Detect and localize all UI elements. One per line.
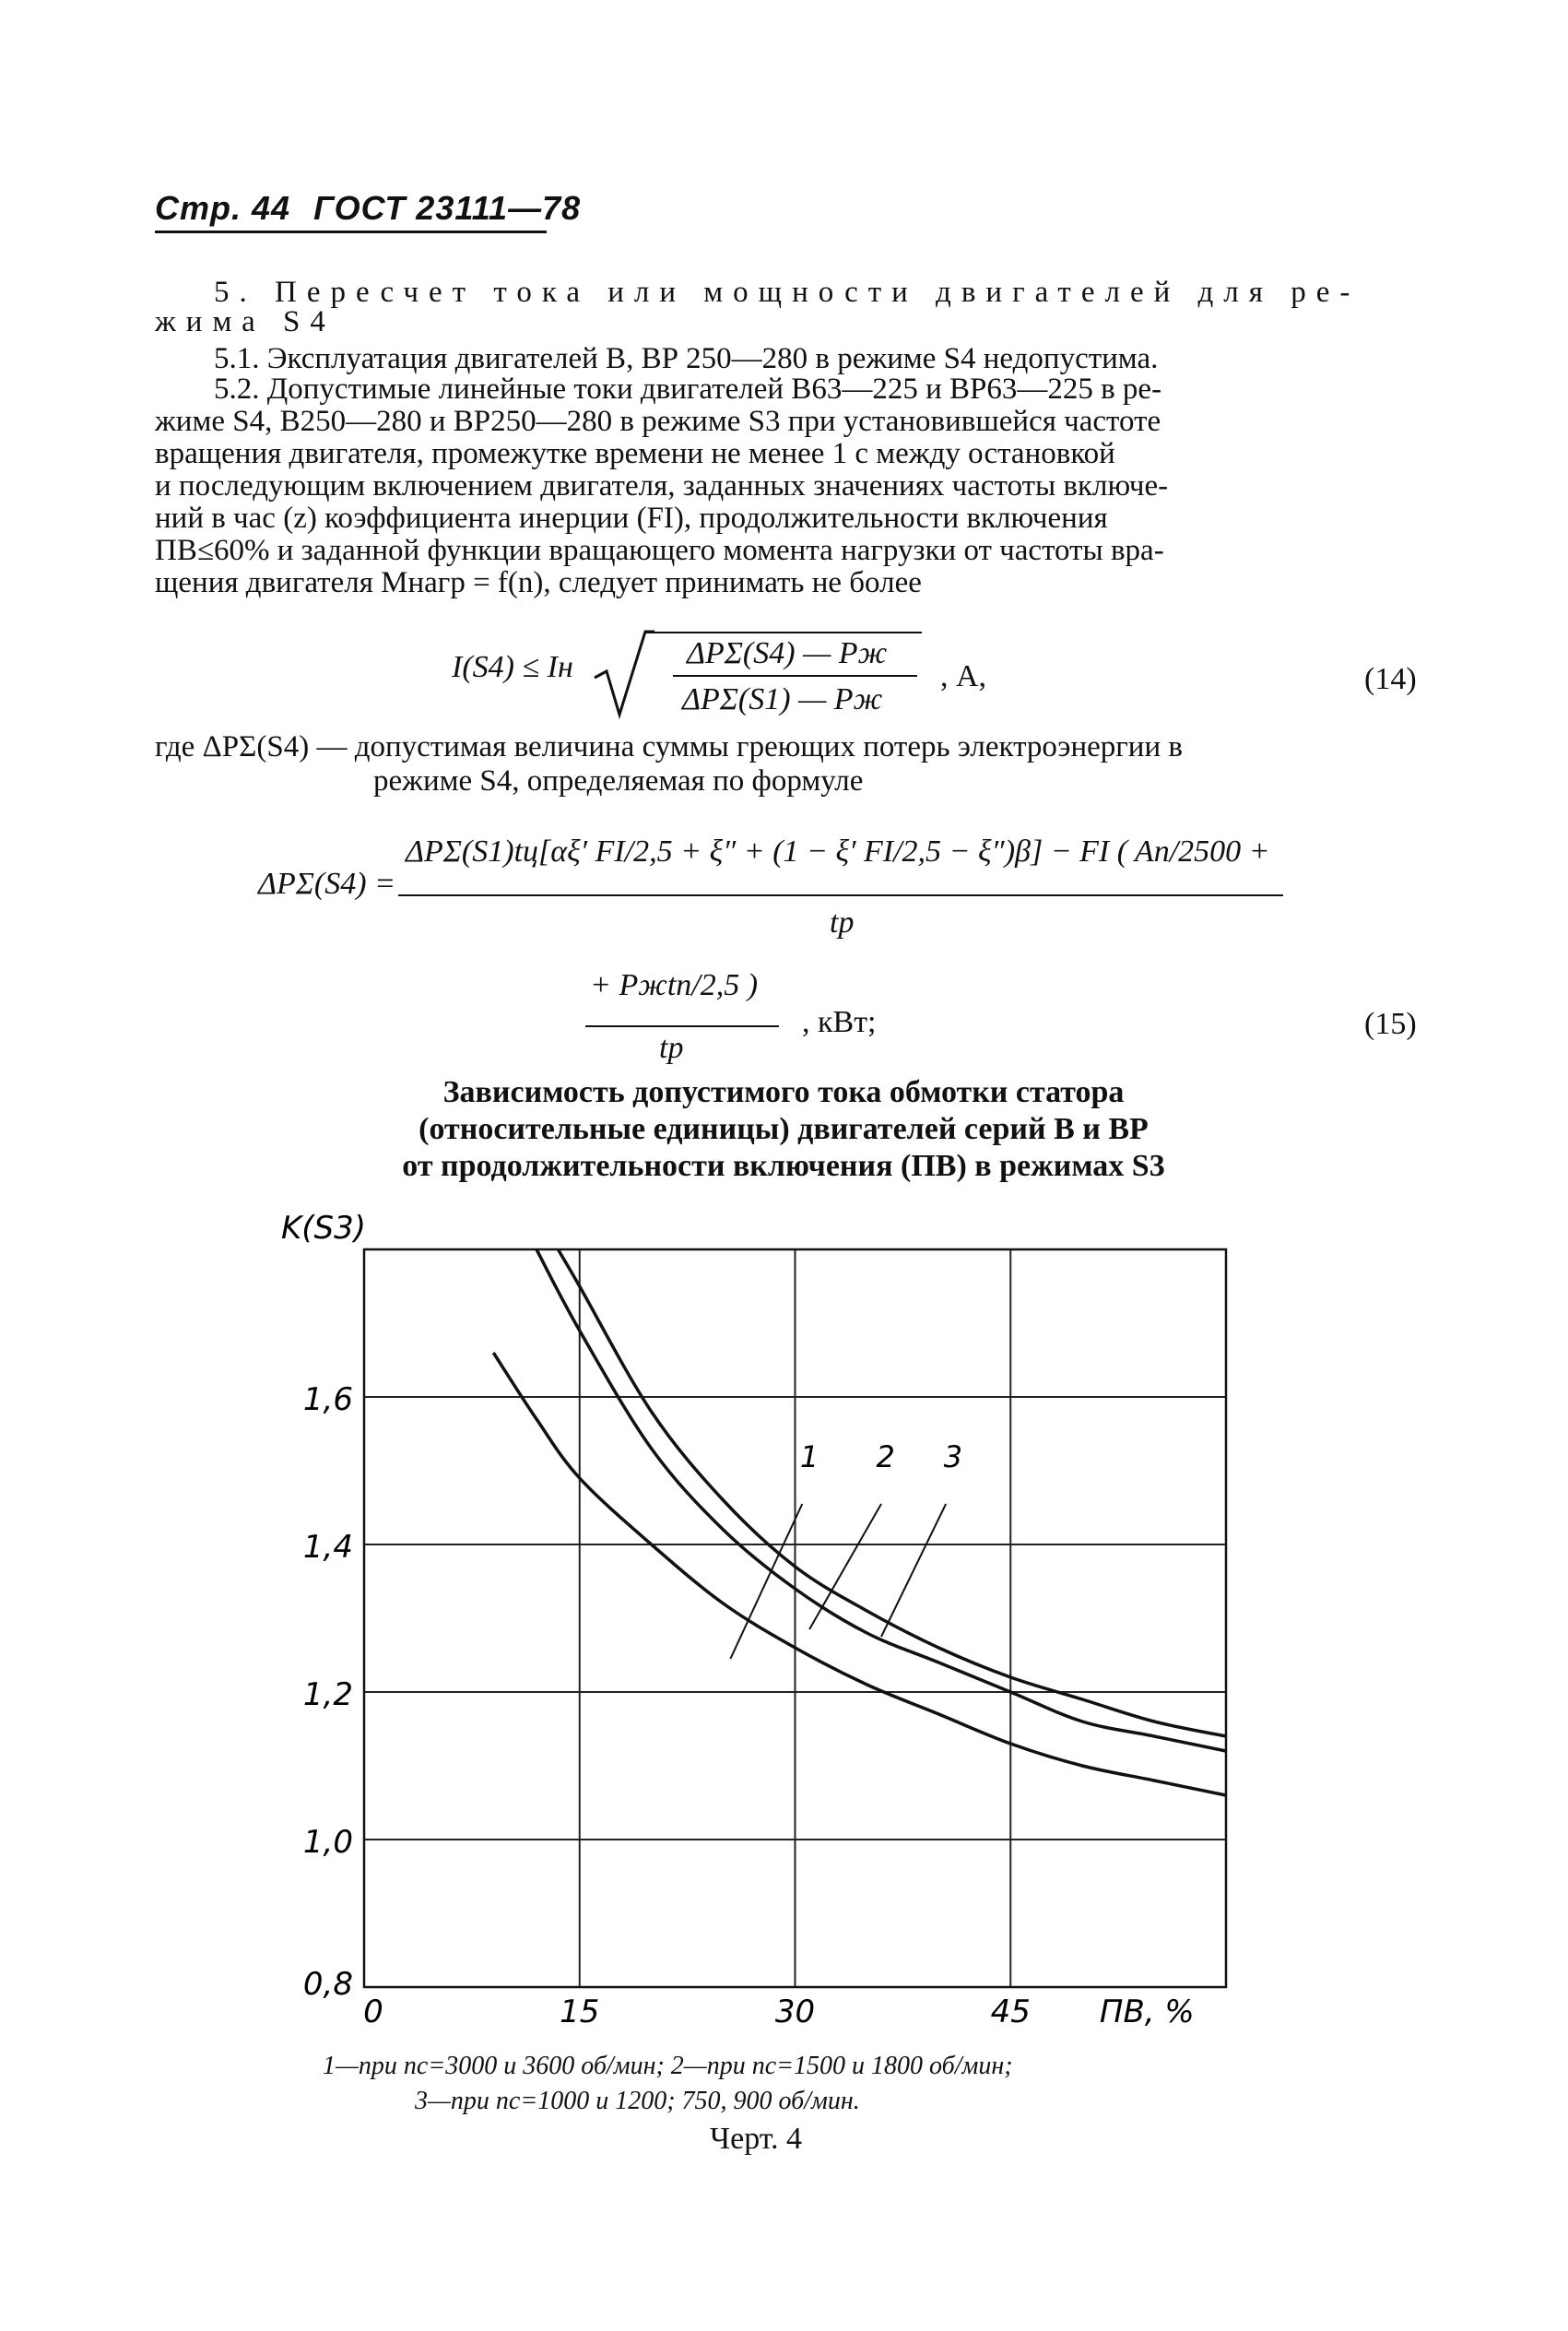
curve-leader-line (881, 1504, 946, 1637)
where-line2: режиме S4, определяемая по формуле (373, 764, 864, 798)
series-line-3 (558, 1249, 1226, 1736)
paragraph-5-2-line: вращения двигателя, промежутке времени не менее 1 с между остановкой (155, 437, 1115, 470)
paragraph-5-1: 5.1. Эксплуатация двигателей В, ВР 250—280 в режиме S4 недопустима. (214, 342, 1159, 375)
curve-leader-line (730, 1504, 802, 1659)
y-tick-label: 1,0 (302, 1824, 353, 1861)
chart (277, 1199, 1291, 2047)
formula-15-fraction-bar-1 (398, 894, 1283, 896)
series-line-2 (536, 1249, 1226, 1751)
paragraph-5-2-line: жиме S4, В250—280 и ВР250—280 в режиме S3 при установившейся частоте (155, 405, 1161, 438)
curve-label: 1 (799, 1439, 819, 1474)
x-tick-label: 15 (560, 1994, 600, 2030)
figure-title-line: (относительные единицы) двигателей серий В и ВР (419, 1112, 1149, 1146)
formula-15-number: (15) (1364, 1007, 1417, 1041)
page-header (155, 189, 581, 228)
standard-code: ГОСТ 23111—78 (313, 189, 582, 227)
paragraph-5-2-line: ний в час (z) коэффициента инерции (FI), продолжительности включения (155, 502, 1108, 535)
y-tick-label: 1,2 (302, 1676, 353, 1713)
formula-15-numerator-2: + Pжtп/2,5 ) (590, 968, 759, 1002)
x-axis-label: ПВ, % (1099, 1994, 1195, 2030)
formula-15-denominator-2: tр (659, 1031, 684, 1065)
formula-15-fraction-bar-2 (585, 1025, 779, 1027)
header-rule (155, 231, 547, 233)
formula-15-numerator-1: ΔPΣ(S1)tц[αξ′ FI/2,5 + ξ″ + (1 − ξ′ FI/2,5 − ξ″)β] − FI ( Aп/2500 + (406, 834, 1270, 869)
y-tick-label: 0,8 (302, 1966, 353, 2003)
legend-line: 3—при nс=1000 и 1200; 750, 900 об/мин. (415, 2087, 860, 2115)
formula-14-numerator: ΔPΣ(S4) — Pж (687, 636, 888, 670)
formula-14-lhs: I(S4) ≤ Iн (452, 650, 573, 684)
section-heading-line2: жима S4 (155, 305, 336, 338)
paragraph-5-2-line: ПВ≤60% и заданной функции вращающего момента нагрузки от частоты вра- (155, 534, 1164, 567)
formula-14-denominator: ΔPΣ(S1) — Pж (682, 682, 883, 716)
curve-label: 3 (943, 1439, 963, 1474)
formula-15-lhs: ΔPΣ(S4) = (258, 867, 396, 901)
figure-title (277, 1074, 1291, 1185)
x-tick-label: 0 (363, 1994, 383, 2030)
paragraph-5-2-line: щения двигателя Mнагр = f(n), следует принимать не более (155, 566, 922, 599)
page-number: Стр. 44 (155, 189, 291, 227)
formula-14-fraction-bar (673, 675, 917, 677)
curve-leader-line (809, 1504, 881, 1629)
formula-14-number: (14) (1364, 662, 1417, 696)
x-tick-label: 30 (774, 1994, 816, 2030)
where-line1: где ΔPΣ(S4) — допустимая величина суммы греющих потерь электроэнергии в (155, 730, 1183, 763)
formula-14-unit: , А, (940, 659, 987, 693)
figure-label: Черт. 4 (710, 2122, 803, 2156)
figure-title-line: от продолжительности включения (ПВ) в режимах S3 (402, 1149, 1165, 1183)
legend-line: 1—при nс=3000 и 3600 об/мин; 2—при nс=1500 и 1800 об/мин; (323, 2052, 1013, 2080)
y-tick-label: 1,4 (302, 1529, 353, 1566)
sqrt-sign (590, 627, 654, 719)
formula-15-denominator-1: tр (830, 905, 855, 940)
paragraph-5-2-line: и последующим включением двигателя, заданных значениях частоты включе- (155, 469, 1169, 503)
x-tick-label: 45 (990, 1994, 1031, 2030)
sqrt-overline (645, 632, 922, 633)
y-axis-label: K(S3) (281, 1210, 367, 1247)
section-heading-line1: 5. Пересчет тока или мощности двигателей для ре- (214, 276, 1361, 309)
figure-title-line: Зависимость допустимого тока обмотки статора (442, 1075, 1125, 1109)
y-tick-label: 1,6 (302, 1381, 353, 1418)
formula-15-unit: , кВт; (802, 1005, 877, 1039)
curve-label: 2 (876, 1439, 895, 1474)
paragraph-5-2-line: 5.2. Допустимые линейные токи двигателей В63—225 и ВР63—225 в ре- (214, 373, 1162, 406)
